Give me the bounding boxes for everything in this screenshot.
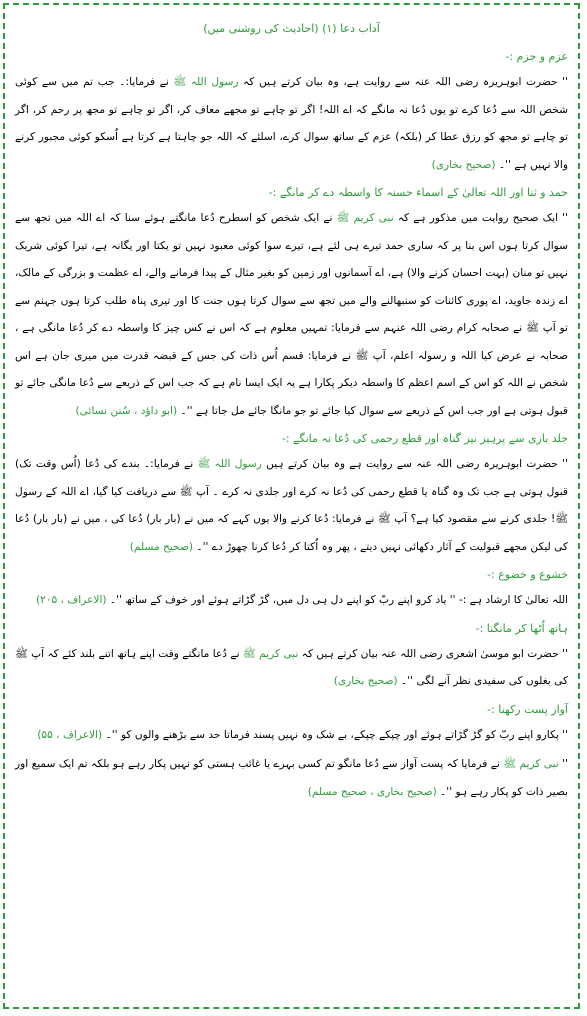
paragraph-prefix: '' حضرت ابو موسیٰ اشعری رضی اللہ عنہ بیان کرتے ہیں کہ (301, 647, 568, 660)
source-reference: (صحیح بخاری) (431, 158, 496, 171)
section-paragraph (15, 641, 568, 696)
highlight-text: نبی کریم ﷺ (503, 758, 559, 770)
source-reference: (صحیح بخاری ، صحیح مسلم) (307, 785, 437, 798)
section-heading: جلد بازی سے پرہیز نیز گناہ اور قطع رحمی کی دُعا نہ مانگے :- (281, 432, 568, 445)
paragraph-body: نے فرمایا:۔ بندے کی دُعا (اُس وقت تک) قبول ہوتی ہے جب تک وہ گناہ یا قطع رحمی کی دُعا نہ کرے اور جلدی نہ کرے ۔ آپ ﷺ سے دریافت کیا گیا، اے اللہ کے رسول ﷺ! جلدی کرنے سے مقصود کیا ہے؟ آپ ﷺ نے فرمایا: دُعا کرنے والا یوں کہے کہ میں نے (بار بار) دُعا کی ، میں نے (بار بار) دُعا کی لیکن مجھے قبولیت کے آثار دکھائی نہیں دیتے ، پھر وہ اُکتا کر دُعا کرنا چھوڑ دے ''۔ (15, 458, 568, 553)
paragraph-body: نے فرمایا کہ پست آواز سے دُعا مانگو تم کسی بہرے یا غائب ہستی کو نہیں پکار رہے ہو بلکہ تم ایک سمیع اور بصیر ذات کو پکار رہے ہو ''۔ (15, 758, 568, 798)
source-reference: (صحیح مسلم) (129, 540, 193, 553)
section-heading: عزم و جزم :- (505, 50, 568, 63)
section-heading: حمد و ثنا اور اللہ تعالیٰ کے اسماء حسنہ کا واسطہ دے کر مانگے :- (268, 186, 568, 199)
paragraph-body: نے دُعا مانگتے وقت اپنے ہاتھ اتنے بلند کئے کہ آپ ﷺ کی بغلوں کی سفیدی نظر آنے لگی ''۔ (15, 647, 568, 687)
section-heading: خشوع و خضوع :- (487, 568, 568, 581)
highlight-text: رسول اللہ ﷺ (173, 76, 239, 88)
section-paragraph (15, 69, 568, 179)
source-reference: (صحیح بخاری) (333, 675, 398, 687)
paragraph-body: '' یاد کرو اپنے ربّ کو اپنے دل ہی دل میں، گڑ گڑاتے ہوئے اور خوف کے ساتھ ''۔ (109, 594, 456, 606)
paragraph-prefix: '' (562, 758, 568, 770)
section-paragraph (15, 751, 568, 806)
highlight-text: رسول اللہ ﷺ (197, 458, 262, 470)
paragraph-body: '' پکارو اپنے ربّ کو گڑ گڑاتے ہوئے اور چپکے چپکے، بے شک وہ نہیں پسند فرماتا حد سے بڑھنے والوں کو ''۔ (105, 728, 568, 741)
section-paragraph (15, 205, 568, 425)
section-paragraph (15, 451, 568, 561)
page-title: آداب دعا (۱) (احادیث کی روشنی میں) (203, 22, 380, 35)
page-frame (3, 3, 580, 1009)
section-heading: ہاتھ اُٹھا کر مانگنا :- (475, 621, 568, 635)
section-paragraph (15, 587, 568, 615)
paragraph-prefix: اللہ تعالیٰ کا ارشاد ہے :- (458, 594, 568, 606)
source-reference: (الاعراف ، ۵۵) (37, 728, 103, 741)
section-heading: آواز پست رکھنا :- (487, 702, 568, 716)
source-reference: (الاعراف ، ۲۰۵) (35, 594, 107, 606)
paragraph-body: نے فرمایا:۔ جب تم میں سے کوئی شخص اللہ سے دُعا کرے تو یوں دُعا نہ مانگے کہ اے اللہ! اگر تو چاہے تو مجھے معاف کر، اگر تو چاہے تو مجھ پر رحم کر، اگر تو چاہے تو مجھ کو رزق عطا کر (بلکہ) عزم کے ساتھ سوال کرے، اسلئے کہ اللہ جو چاہتا ہے کرتا ہے اُسکو کوئی مجبور کرنے والا نہیں ہے ''۔ (15, 76, 568, 171)
paragraph-body: نے ایک شخص کو اسطرح دُعا مانگتے ہوئے سنا کہ اے اللہ میں تجھ سے سوال کرتا ہوں اس بنا پر کہ ساری حمد تیرے ہی لئے ہے، تیرے سوا کوئی معبود نہیں تو یکتا اور یگانہ ہے، تیرا کوئی شریک نہیں تو منان (بہت احسان کرنے والا) ہے، اے آسمانوں اور زمین کو بغیر مثال کے پیدا فرمانے والے، اے عظمت و بزرگی کے مالک، اے زندہ جاوید، اے پوری کائنات کو سنبھالنے والے میں تجھ سے سوال کرتا ہوں جنت کا اور تیری پناہ طلب کرتا ہوں جہنم سے تو آپ ﷺ نے صحابہ کرام رضی اللہ عنہم سے فرمایا: تمہیں معلوم ہے کہ اس نے کس چیز کا واسطہ دے کر دُعا مانگی ہے ، صحابہ نے عرض کیا اللہ و رسولہ اعلم، آپ ﷺ نے فرمایا: قسم اُس ذات کی جس کے قبضہ قدرت میں میری جان ہے اس شخص نے اللہ کو اس کے اسم اعظم کا واسطہ دیکر پکارا ہے یہ ایک ایسا نام ہے کہ جب اس کے ذریعے سے دُعا مانگی جائے تو قبول ہوتی ہے اور جب اس کے ذریعے سے سوال کیا جائے تو جو مانگا جائے مل جاتا ہے ''۔ (15, 212, 568, 417)
article (5, 5, 578, 814)
section-paragraph (15, 722, 568, 750)
source-reference: (ابو داؤد ، سُنن نسائی) (75, 404, 178, 417)
highlight-text: نبی کریم ﷺ (336, 212, 394, 224)
paragraph-prefix: '' ایک صحیح روایت میں مذکور ہے کہ (397, 212, 568, 224)
highlight-text: نبی کریم ﷺ (242, 647, 299, 660)
paragraph-prefix: '' حضرت ابوہریرہ رضی اللہ عنہ سے روایت ہے، وہ بیان کرتے ہیں کہ (243, 76, 568, 88)
paragraph-prefix: '' حضرت ابوہریرہ رضی اللہ عنہ سے روایت ہے وہ بیان کرتے ہیں (266, 458, 568, 470)
